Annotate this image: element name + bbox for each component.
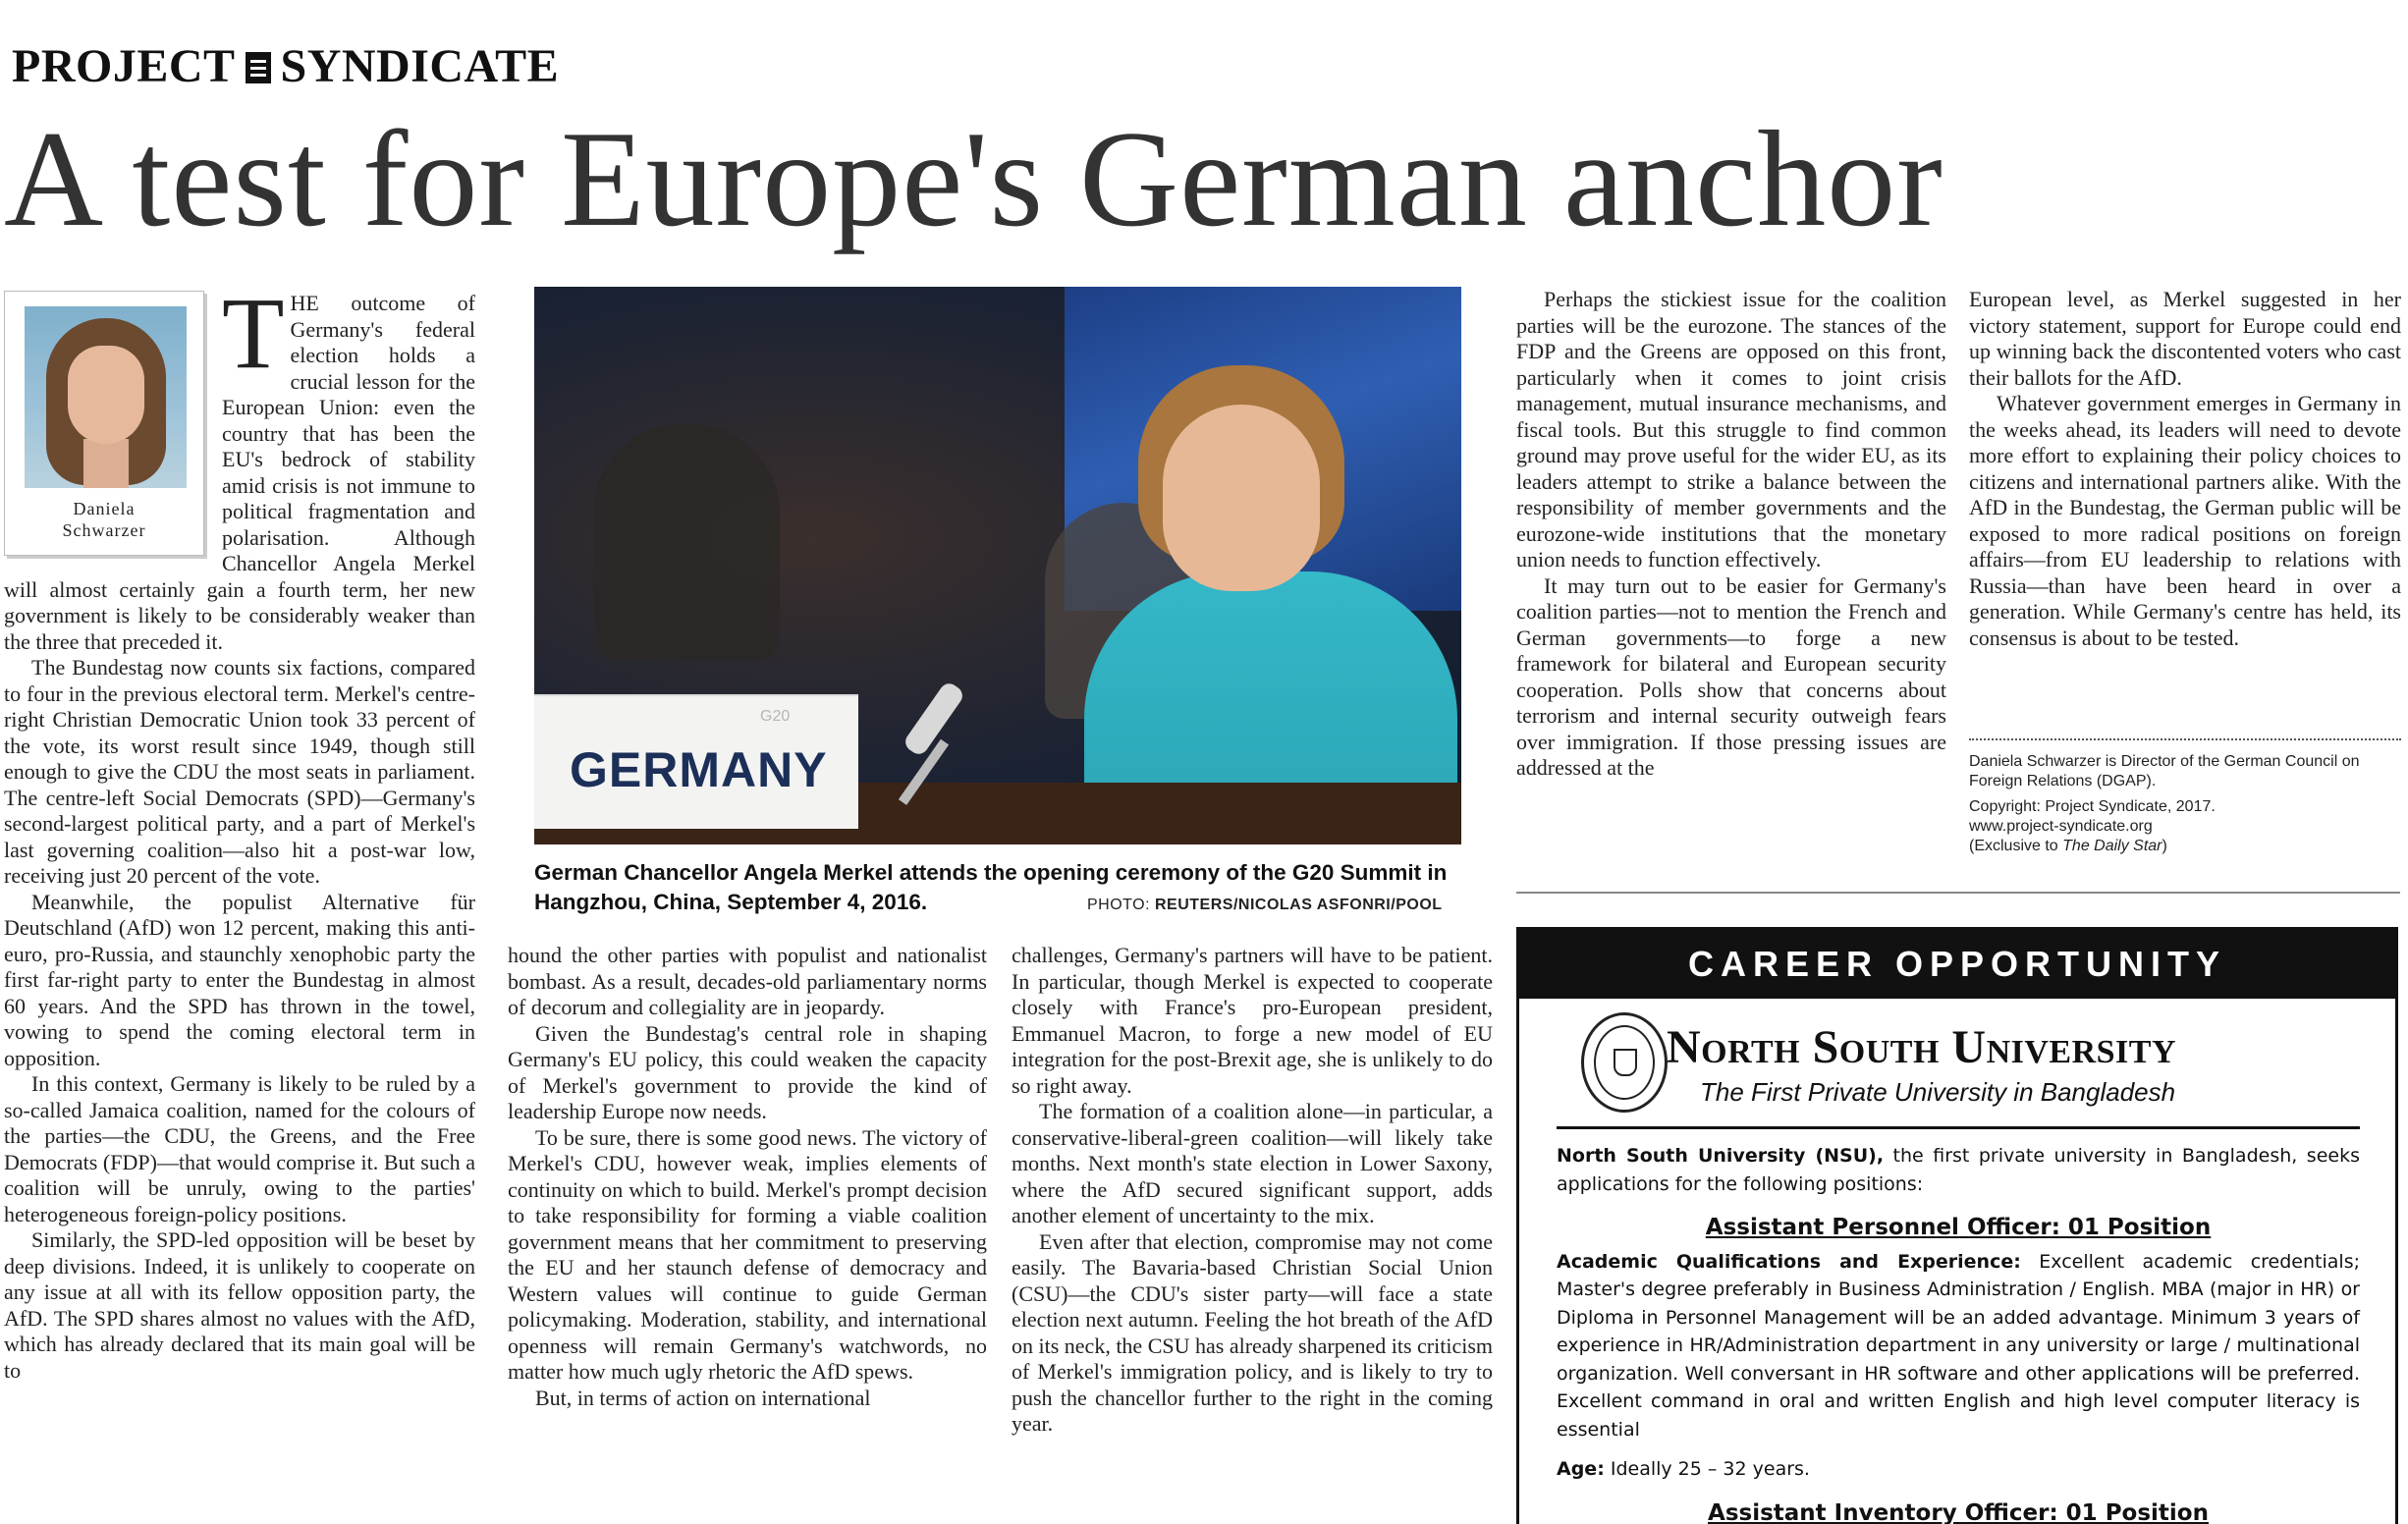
paragraph: It may turn out to be easier for Germany's coalition parties—not to mention the French and German governments—to forge a new framework for bilateral and European security cooperation. Polls show that concerns about terrorism and internal security outweigh fears over immigration. If those pressing issues are addressed at the <box>1516 573 1946 782</box>
syndicate-logo-icon <box>246 52 271 83</box>
paragraph: European level, as Merkel suggested in her victory statement, support for Europe could end up winning back the discontented voters who cast their ballots for the AfD. <box>1969 287 2401 391</box>
paragraph: Perhaps the stickiest issue for the coalition parties will be the eurozone. The stances of the FDP and the Greens are opposed on this front, particularly when it comes to joint crisis management, mutual insurance mechanisms, and fiscal tools. But this struggle to find common ground may prove useful for the wider EU, as its leaders attempt to strike a balance between the responsibility of member governments and the eurozone-wide institutions that the monetary union needs to function effectively. <box>1516 287 1946 573</box>
photo-caption: German Chancellor Angela Merkel attends the opening ceremony of the G20 Summit in Hangzhou, China, September 4, 2016. <box>534 858 1457 917</box>
paragraph: Given the Bundestag's central role in shaping Germany's EU policy, this could weaken the capacity of Merkel's government to provide the kind of leadership Europe now needs. <box>508 1021 987 1125</box>
bio-url: www.project-syndicate.org <box>1969 817 2401 837</box>
paragraph: hound the other parties with populist and nationalist bombast. As a result, decades-old parliamentary norms of decorum and collegiality are in jeopardy. <box>508 943 987 1021</box>
masthead <box>12 39 559 93</box>
photo-credit <box>1087 897 1443 914</box>
position-title: Assistant Personnel Officer: 01 Position <box>1557 1214 2360 1242</box>
headline: A test for Europe's German anchor <box>4 106 1943 253</box>
author-name <box>5 498 203 541</box>
paragraph: Whatever government emerges in Germany in the weeks ahead, its leaders will need to devote more effort to explaining their policy choices to citizens and international partners alike. With the AfD in the Bundestag, the German public will be exposed to more radical positions on foreign affairs—from EU leadership to relations with Russia—than have been heard in over a generation. While Germany's centre has held, its consensus is about to be tested. <box>1969 391 2401 651</box>
article-column-5 <box>1969 287 2401 651</box>
career-ad <box>1516 927 2398 1524</box>
article-column-3 <box>1012 943 1493 1438</box>
bio-exclusive: (Exclusive to The Daily Star) <box>1969 837 2401 856</box>
paragraph: Similarly, the SPD-led opposition will be beset by deep divisions. Indeed, it is unlikely to cooperate on any issue at all with its fellow opposition party, the AfD. The SPD shares almost no values with the AfD, which has already declared that its main goal will be to <box>4 1227 475 1384</box>
university-name: North South University <box>1667 1020 2176 1074</box>
university-seal-icon <box>1581 1012 1668 1113</box>
newspaper-name: The Daily Star <box>2062 838 2162 854</box>
paragraph: In this context, Germany is likely to be ruled by a so-called Jamaica coalition, named for the colours of the parties—the CDU, the Greens, and the Free Democrats (FDP)—that would comprise it. But such a coalition will be unruly, owing to the parties' heterogeneous foreign-policy positions. <box>4 1071 475 1227</box>
dropcap: T <box>222 295 285 373</box>
article-column-4 <box>1516 287 1946 782</box>
author-box <box>4 291 204 556</box>
ad-qualifications: Academic Qualifications and Experience: Excellent academic credentials; Master's degree preferably in Business Administration / English. MBA (major in HR) or Diploma in Personnel Management will be an added advantage. Minimum 3 years of experience in HR/Administration department in any university or large / multinational organization. Well conversant in HR software and other applications will be preferred. Excellent command in oral and written English and high level computer literacy is essential <box>1557 1248 2360 1444</box>
photo-credit-label: PHOTO: <box>1087 897 1150 913</box>
paragraph: Meanwhile, the populist Alternative für Deutschland (AfD) won 12 percent, making this anti-euro, pro-Russia, and staunchly xenophobic party the first far-right party to enter the Bundestag in almost 60 years. And the SPD has thrown in the towel, vowing to spend the coming electoral term in opposition. <box>4 890 475 1072</box>
masthead-right: SYNDICATE <box>281 40 560 92</box>
bio-line: Daniela Schwarzer is Director of the German Council on Foreign Relations (DGAP). <box>1969 752 2401 791</box>
article-column-2 <box>508 943 987 1411</box>
ad-rule <box>1557 1126 2360 1129</box>
ad-body <box>1557 1142 2360 1524</box>
paragraph: To be sure, there is some good news. The victory of Merkel's CDU, however weak, implies elements of continuity on which to build. Merkel's prompt decision to take responsibility for forming a viable coalition government means that her commitment to preserving the EU and her staunch defense of democracy and Western values will continue to guide German policymaking. Moderation, stability, and international openness will remain Germany's watchwords, no matter how much ugly rhetoric the AfD spews. <box>508 1125 987 1386</box>
section-divider <box>1516 892 2400 894</box>
university-tagline: The First Private University in Bangladesh <box>1700 1077 2175 1108</box>
paragraph: But, in terms of action on international <box>508 1386 987 1412</box>
position-title: Assistant Inventory Officer: 01 Position <box>1557 1499 2360 1524</box>
ad-age: Age: Ideally 25 – 32 years. <box>1557 1455 2360 1484</box>
nameplate <box>534 694 858 829</box>
ad-banner: CAREER OPPORTUNITY <box>1519 930 2395 999</box>
paragraph: HE outcome of Germany's federal election holds a crucial lesson for the European Union: even the country that has been the EU's bedrock of stability amid crisis is not immune to political fragmentation and polarisation. Although Chancellor Angela Merkel will almost certainly gain a fourth term, her new government is likely to be considerably weaker than the three that preceded it. <box>4 291 475 655</box>
author-last-name: Schwarzer <box>5 519 203 541</box>
paragraph: The formation of a coalition alone—in particular, a conservative-liberal-green coalition—will likely take months. Next month's state election in Lower Saxony, where the AfD secured significant support, adds another element of uncertainty to the mix. <box>1012 1099 1493 1229</box>
ad-intro: North South University (NSU), the first private university in Bangladesh, seeks applications for the following positions: <box>1557 1142 2360 1198</box>
masthead-left: PROJECT <box>12 40 236 92</box>
author-photo <box>25 306 187 488</box>
paragraph: Even after that election, compromise may not come easily. The Bavaria-based Christian Social Union (CSU)—the CDU's sister party—will face a state election next autumn. Feeling the hot breath of the AfD on its neck, the CSU has already sharpened its criticism of Merkel's immigration policy, and is likely to try to push the chancellor further to the right in the coming year. <box>1012 1229 1493 1438</box>
paragraph: challenges, Germany's partners will have to be patient. In particular, though Merkel is expected to cooperate closely with France's pro-European president, Emmanuel Macron, to forge a new model of EU integration for the post-Brexit age, she is unlikely to do so right away. <box>1012 943 1493 1099</box>
nameplate-g20: G20 <box>760 708 790 726</box>
article-column-1 <box>4 291 475 1384</box>
bio-divider <box>1969 738 2401 740</box>
nameplate-label: GERMANY <box>570 741 828 798</box>
bio-copyright: Copyright: Project Syndicate, 2017. <box>1969 797 2401 817</box>
article-photo <box>534 287 1461 844</box>
photo-credit-name: REUTERS/NICOLAS ASFONRI/POOL <box>1155 897 1443 913</box>
paragraph: The Bundestag now counts six factions, compared to four in the previous electoral term. Merkel's centre-right Christian Democratic Union took 33 percent of the vote, its worst result since 1949, though still enough to give the CDU the most seats in parliament. The centre-left Social Democrats (SPD)—Germany's second-largest political party, and a part of Merkel's last governing coalition—also hit a post-war low, receiving just 20 percent of the vote. <box>4 655 475 890</box>
author-first-name: Daniela <box>5 498 203 519</box>
author-bio <box>1969 752 2401 856</box>
